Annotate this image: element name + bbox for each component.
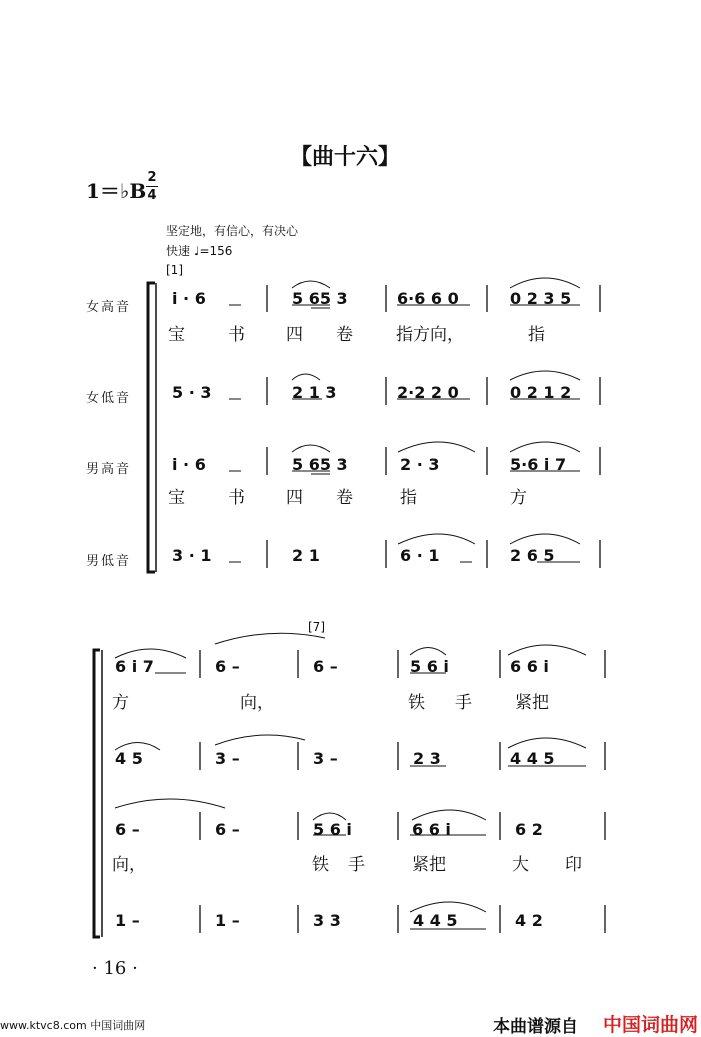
s2-tenor-m5: 6 2 — [515, 820, 543, 839]
footer-source-label: 本曲谱源自 — [493, 1017, 578, 1037]
s1-bass-m2: 2 1 — [292, 546, 320, 565]
s1-tenor-m3: 2 · 3 — [400, 455, 440, 474]
s2-tenor-m1: 6 – — [115, 820, 140, 839]
s1-bass-m3: 6 · 1 — [400, 546, 440, 565]
s2-tenor-m2: 6 – — [215, 820, 240, 839]
s1-lyric: 四 — [286, 325, 303, 345]
s2-alto-m4: 2 3 — [413, 749, 441, 768]
s2-soprano-m5: 6 6 i — [510, 657, 549, 676]
s1-tenor-lyric: 四 — [286, 488, 303, 508]
s2-tenor-lyric: 紧把 — [412, 855, 446, 875]
s2-lyric: 方 — [112, 693, 129, 713]
s1-bass-m1: 3 · 1 — [172, 546, 212, 565]
s2-tenor-lyric: 印 — [565, 855, 582, 875]
s2-tenor-m3: 5 6 i — [313, 820, 352, 839]
key-signature: 1＝♭B — [86, 179, 147, 203]
s2-lyric: 手 — [455, 693, 472, 713]
time-sig-bottom: 4 — [147, 188, 157, 203]
time-sig-top: 2 — [147, 170, 157, 185]
system2-bracket — [94, 650, 100, 937]
s2-alto-m3: 3 – — [313, 749, 338, 768]
s1-alto-m3: 2·2 2 0 — [397, 383, 459, 402]
part-bass: 男低音 — [86, 554, 132, 569]
s2-soprano-m3: 6 – — [313, 657, 338, 676]
s1-tenor-lyric: 卷 — [336, 488, 353, 508]
s1-soprano-m2: 5 65 3 — [292, 289, 348, 308]
footer-brand[interactable]: 中国词曲网 — [603, 1014, 699, 1036]
s2-bass-m3: 3 3 — [313, 911, 341, 930]
s1-tenor-lyric: 宝 — [168, 488, 185, 508]
s2-tenor-lyric: 手 — [348, 855, 365, 875]
s1-lyric: 宝 — [168, 325, 185, 345]
s1-tenor-lyric: 指 — [400, 488, 417, 508]
s2-tenor-lyric: 向， — [112, 855, 146, 875]
part-tenor: 男高音 — [86, 462, 132, 477]
s2-lyric: 向， — [240, 693, 274, 713]
expression-marking: 坚定地，有信心，有决心 — [166, 224, 299, 238]
s1-lyric: 指方向， — [396, 325, 464, 345]
s1-tenor-lyric: 方 — [510, 488, 527, 508]
time-signature — [146, 170, 158, 203]
s1-soprano-m1: i · 6 — [172, 289, 206, 308]
s1-lyric: 卷 — [336, 325, 353, 345]
s2-bass-m4: 4 4 5 — [413, 911, 458, 930]
s1-tenor-m4: 5·6 i 7 — [510, 455, 567, 474]
part-soprano: 女高音 — [86, 300, 132, 315]
s1-alto-m2: 2 1 3 — [292, 383, 337, 402]
s2-tenor-m4: 6 6 i — [412, 820, 451, 839]
s1-tenor-lyric: 书 — [228, 488, 245, 508]
s2-soprano-m4: 5 6 i — [410, 657, 449, 676]
s1-soprano-m3: 6·6 6 0 — [397, 289, 459, 308]
page-number: · 16 · — [92, 958, 138, 979]
system1-bracket — [148, 283, 155, 572]
s2-soprano-m2: 6 – — [215, 657, 240, 676]
s1-tenor-m1: i · 6 — [172, 455, 206, 474]
song-title: 【曲十六】 — [290, 144, 401, 170]
s2-soprano-m1: 6 i 7 — [115, 657, 154, 676]
s2-alto-m2: 3 – — [215, 749, 240, 768]
footer-site[interactable]: www.ktvc8.com 中国词曲网 — [0, 1019, 146, 1032]
s1-lyric: 书 — [228, 325, 245, 345]
s1-alto-m4: 0 2 1 2 — [510, 383, 572, 402]
part-alto: 女低音 — [86, 391, 132, 406]
s1-lyric: 指 — [528, 325, 545, 345]
s2-alto-m5: 4 4 5 — [510, 749, 555, 768]
s1-alto-m1: 5 · 3 — [172, 383, 212, 402]
s2-bass-m5: 4 2 — [515, 911, 543, 930]
s2-tenor-lyric: 大 — [512, 855, 529, 875]
s1-soprano-m4: 0 2 3 5 — [510, 289, 572, 308]
rehearsal-mark-7: [7] — [308, 620, 325, 634]
s2-lyric: 紧把 — [515, 693, 549, 713]
s2-tenor-lyric: 铁 — [312, 855, 329, 875]
rehearsal-mark-1: [1] — [166, 263, 183, 277]
tempo-marking: 快速 ♩=156 — [166, 244, 233, 258]
s1-tenor-m2: 5 65 3 — [292, 455, 348, 474]
s2-bass-m2: 1 – — [215, 911, 240, 930]
s1-bass-m4: 2 6 5 — [510, 546, 555, 565]
s2-bass-m1: 1 – — [115, 911, 140, 930]
s2-lyric: 铁 — [408, 693, 425, 713]
s2-alto-m1: 4 5 — [115, 749, 143, 768]
